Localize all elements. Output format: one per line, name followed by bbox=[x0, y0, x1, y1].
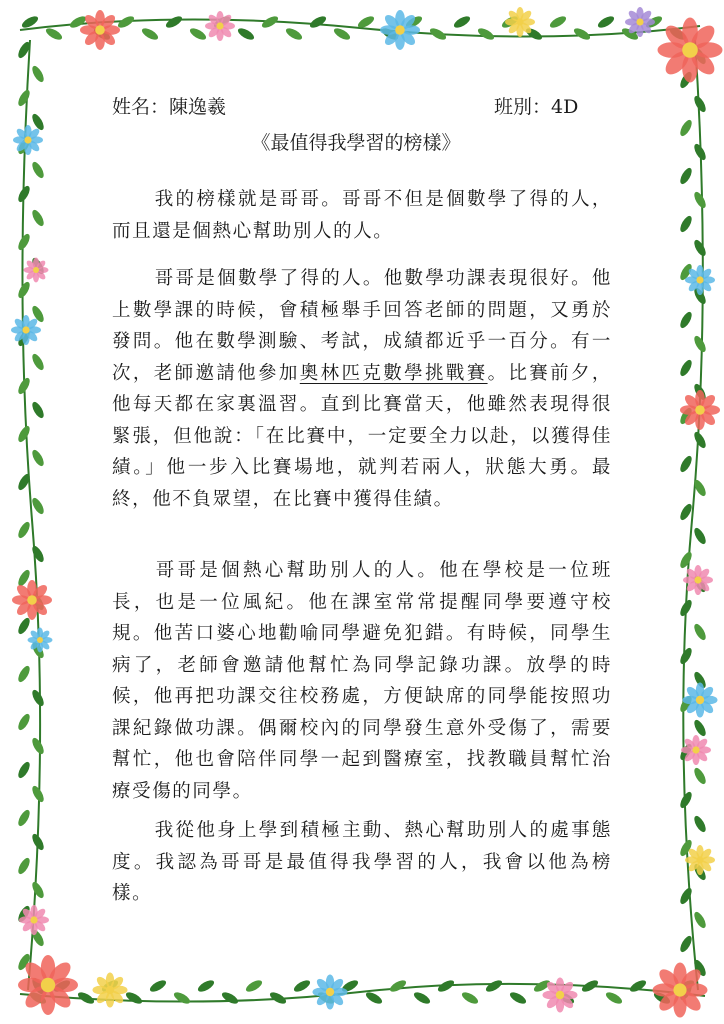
class-field bbox=[494, 92, 578, 119]
leaf-icon bbox=[196, 978, 216, 994]
leaf-icon bbox=[692, 910, 708, 930]
class-label: 班別： bbox=[494, 96, 552, 118]
flower-center bbox=[41, 978, 55, 992]
leaf-icon bbox=[332, 26, 352, 42]
flower-center bbox=[37, 637, 43, 643]
leaf-icon bbox=[30, 880, 46, 900]
name-label: 姓名： bbox=[112, 96, 170, 118]
leaf-icon bbox=[188, 26, 208, 42]
leaf-icon bbox=[284, 26, 304, 42]
leaf-icon bbox=[678, 934, 694, 954]
leaf-icon bbox=[308, 14, 328, 30]
leaf-icon bbox=[678, 214, 694, 234]
leaf-icon bbox=[476, 26, 496, 42]
flower-center bbox=[694, 576, 701, 583]
leaf-icon bbox=[678, 310, 694, 330]
leaf-icon bbox=[236, 26, 256, 42]
paragraph-3-text: 哥哥是個熱心幫助別人的人。他在學校是一位班長，也是一位風紀。他在課室常常提醒同學要遵守校規。他苦口婆心地勸喻同學避免犯錯。有時候，同學生病了，老師會邀請他幫忙為同學記錄功課。放學的時候，他再把功課交往校務處，方便缺席的同學能按照功課紀錄做功課。偶爾校內的同學發生意外受傷了，需要幫忙，他也會陪伴同學一起到醫療室，找教職員幫忙治療受傷的同學。 bbox=[112, 560, 612, 802]
leaf-icon bbox=[16, 280, 32, 300]
leaf-icon bbox=[30, 352, 46, 372]
leaf-icon bbox=[692, 718, 708, 738]
leaf-icon bbox=[30, 208, 46, 228]
leaf-icon bbox=[572, 26, 592, 42]
paragraph-4-text: 我從他身上學到積極主動、熱心幫助別人的處事態度。我認為哥哥是最值得我學習的人，我會以他為榜樣。 bbox=[112, 820, 612, 904]
flower-center bbox=[22, 326, 29, 333]
leaf-icon bbox=[30, 160, 46, 180]
leaf-icon bbox=[124, 990, 144, 1006]
leaf-icon bbox=[604, 990, 624, 1006]
leaf-icon bbox=[16, 760, 32, 780]
paragraph-2-text-b: 。比賽前夕，他每天都在家裏溫習。直到比賽當天，他雖然表現得很緊張，但他說：「在比賽中，一定要全力以赴，以獲得佳績。」他一步入比賽場地，就判若兩人，狀態大勇。最終，他不負眾望，在比賽中獲得佳績。 bbox=[112, 362, 612, 510]
leaf-icon bbox=[412, 990, 432, 1006]
leaf-icon bbox=[220, 990, 240, 1006]
flower-center bbox=[696, 696, 704, 704]
leaf-icon bbox=[292, 978, 312, 994]
leaf-icon bbox=[484, 978, 504, 994]
competition-name: 奧林匹克數學挑戰賽 bbox=[299, 362, 488, 384]
name-value: 陳逸羲 bbox=[169, 96, 227, 118]
leaf-icon bbox=[148, 978, 168, 994]
leaf-icon bbox=[30, 64, 46, 84]
paragraph-1-text: 我的榜樣就是哥哥。哥哥不但是個數學了得的人，而且還是個熱心幫助別人的人。 bbox=[112, 189, 612, 242]
essay-body bbox=[112, 92, 612, 904]
leaf-icon bbox=[364, 990, 384, 1006]
leaf-icon bbox=[16, 616, 32, 636]
leaf-icon bbox=[692, 334, 708, 354]
flower-center bbox=[395, 25, 405, 35]
flower-center bbox=[636, 18, 643, 25]
leaf-icon bbox=[30, 736, 46, 756]
paragraph-4 bbox=[112, 815, 612, 910]
flower-center bbox=[95, 25, 105, 35]
flower-center bbox=[696, 276, 703, 283]
name-field bbox=[112, 92, 226, 119]
leaf-icon bbox=[678, 454, 694, 474]
leaf-icon bbox=[678, 646, 694, 666]
leaf-icon bbox=[452, 14, 472, 30]
class-value: 4D bbox=[551, 96, 579, 118]
leaf-icon bbox=[244, 978, 264, 994]
leaf-icon bbox=[16, 856, 32, 876]
leaf-icon bbox=[30, 544, 46, 564]
leaf-icon bbox=[30, 400, 46, 420]
leaf-icon bbox=[172, 990, 192, 1006]
leaf-icon bbox=[388, 978, 408, 994]
leaf-icon bbox=[692, 94, 708, 114]
leaf-icon bbox=[678, 886, 694, 906]
leaf-icon bbox=[30, 112, 46, 132]
flower-center bbox=[673, 983, 686, 996]
flower-center bbox=[682, 42, 698, 58]
leaf-icon bbox=[16, 712, 32, 732]
flower-center bbox=[695, 405, 705, 415]
leaf-icon bbox=[16, 232, 32, 252]
leaf-icon bbox=[692, 190, 708, 210]
leaf-icon bbox=[30, 688, 46, 708]
leaf-icon bbox=[692, 766, 708, 786]
leaf-icon bbox=[460, 990, 480, 1006]
flower-center bbox=[33, 267, 39, 273]
paragraph-1 bbox=[112, 184, 612, 247]
leaf-icon bbox=[678, 118, 694, 138]
leaf-icon bbox=[692, 430, 708, 450]
flower-center bbox=[696, 856, 703, 863]
flower-center bbox=[692, 746, 699, 753]
leaf-icon bbox=[44, 26, 64, 42]
leaf-icon bbox=[678, 790, 694, 810]
header-row bbox=[112, 92, 612, 124]
leaf-icon bbox=[30, 784, 46, 804]
leaf-icon bbox=[692, 526, 708, 546]
paragraph-3 bbox=[112, 555, 612, 807]
leaf-icon bbox=[508, 990, 528, 1006]
leaf-icon bbox=[16, 88, 32, 108]
leaf-icon bbox=[692, 622, 708, 642]
leaf-icon bbox=[678, 166, 694, 186]
leaf-icon bbox=[16, 520, 32, 540]
leaf-icon bbox=[16, 664, 32, 684]
leaf-icon bbox=[596, 14, 616, 30]
flower-center bbox=[326, 988, 334, 996]
flower-center bbox=[556, 991, 564, 999]
flower-center bbox=[216, 22, 223, 29]
flower-center bbox=[106, 986, 114, 994]
leaf-icon bbox=[30, 448, 46, 468]
flower-center bbox=[516, 18, 523, 25]
flower-center bbox=[30, 916, 37, 923]
leaf-icon bbox=[628, 978, 648, 994]
leaf-icon bbox=[692, 814, 708, 834]
paragraph-2 bbox=[112, 263, 612, 515]
leaf-icon bbox=[164, 14, 184, 30]
leaf-icon bbox=[16, 808, 32, 828]
flower-center bbox=[24, 136, 31, 143]
leaf-icon bbox=[140, 26, 160, 42]
essay-title: 《最值得我學習的榜樣》 bbox=[251, 132, 461, 154]
flower-center bbox=[27, 595, 37, 605]
leaf-icon bbox=[692, 238, 708, 258]
leaf-icon bbox=[678, 550, 694, 570]
paragraph-2-text-a: 哥哥是個數學了得的人。他數學功課表現很好。他上數學課的時候，會積極舉手回答老師的問題，又勇於發問。他在數學測驗、考試，成績都近乎一百分。有一次，老師邀請他參加 bbox=[112, 268, 612, 384]
leaf-icon bbox=[678, 358, 694, 378]
leaf-icon bbox=[16, 424, 32, 444]
leaf-icon bbox=[548, 14, 568, 30]
